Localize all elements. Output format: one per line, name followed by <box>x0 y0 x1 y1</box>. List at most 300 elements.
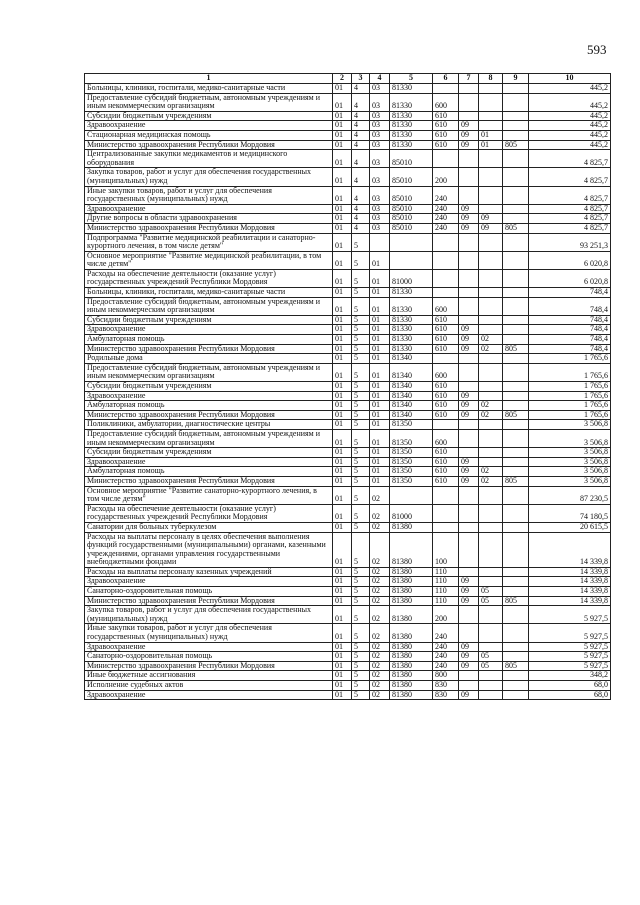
subprogram-code-cell: 5 <box>352 661 370 671</box>
row-name-cell: Предоставление субсидий бюджетным, автономным учреждениям и иным некоммерческим организациям <box>85 363 333 381</box>
direction-code-cell: 81330 <box>390 297 433 315</box>
row-name-cell: Здравоохранение <box>85 204 333 214</box>
expense-type-cell: 610 <box>433 140 459 150</box>
subprogram-code-cell: 5 <box>352 522 370 532</box>
amount-cell: 348,2 <box>529 671 611 681</box>
row-name-cell: Подпрограмма "Развитие медицинской реабилитации и санаторно-курортного лечения, в том числе детям" <box>85 233 333 251</box>
section-cell: 09 <box>459 661 479 671</box>
ministry-code-cell: 805 <box>503 596 529 606</box>
subprogram-code-cell: 5 <box>352 448 370 458</box>
amount-cell: 3 506,8 <box>529 476 611 486</box>
row-name-cell: Санатории для больных туберкулезом <box>85 522 333 532</box>
subprogram-code-cell: 5 <box>352 344 370 354</box>
subsection-cell: 02 <box>479 344 503 354</box>
direction-code-cell: 81330 <box>390 93 433 111</box>
row-name-cell: Централизованные закупки медикаментов и медицинского оборудования <box>85 150 333 168</box>
activity-code-cell: 02 <box>370 661 390 671</box>
section-cell <box>459 84 479 94</box>
subsection-cell: 02 <box>479 335 503 345</box>
activity-code-cell: 02 <box>370 567 390 577</box>
ministry-code-cell <box>503 522 529 532</box>
gp-code-cell: 01 <box>333 486 352 504</box>
subsection-cell <box>479 606 503 624</box>
activity-code-cell: 01 <box>370 335 390 345</box>
subsection-cell: 09 <box>479 214 503 224</box>
table-row <box>85 504 611 522</box>
table-row <box>85 150 611 168</box>
table-row <box>85 587 611 597</box>
subsection-cell <box>479 671 503 681</box>
gp-code-cell: 01 <box>333 681 352 691</box>
direction-code-cell <box>390 251 433 269</box>
direction-code-cell: 85010 <box>390 168 433 186</box>
subprogram-code-cell: 5 <box>352 382 370 392</box>
amount-cell: 4 825,7 <box>529 204 611 214</box>
ministry-code-cell <box>503 111 529 121</box>
row-name-cell: Министерство здравоохранения Республики Мордовия <box>85 476 333 486</box>
subprogram-code-cell: 4 <box>352 168 370 186</box>
subprogram-code-cell: 5 <box>352 532 370 567</box>
subprogram-code-cell: 5 <box>352 596 370 606</box>
row-name-cell: Санаторно-оздоровительная помощь <box>85 652 333 662</box>
ministry-code-cell <box>503 204 529 214</box>
direction-code-cell: 85010 <box>390 223 433 233</box>
table-row <box>85 606 611 624</box>
activity-code-cell: 01 <box>370 457 390 467</box>
direction-code-cell: 85010 <box>390 204 433 214</box>
ministry-code-cell <box>503 532 529 567</box>
activity-code-cell: 01 <box>370 401 390 411</box>
activity-code-cell: 03 <box>370 84 390 94</box>
subsection-cell <box>479 681 503 691</box>
gp-code-cell: 01 <box>333 410 352 420</box>
direction-code-cell: 81340 <box>390 382 433 392</box>
ministry-code-cell <box>503 84 529 94</box>
section-cell <box>459 150 479 168</box>
expense-type-cell <box>433 486 459 504</box>
column-header: 1 <box>85 74 333 84</box>
row-name-cell: Предоставление субсидий бюджетным, автономным учреждениям и иным некоммерческим организациям <box>85 297 333 315</box>
activity-code-cell: 03 <box>370 223 390 233</box>
section-cell <box>459 624 479 642</box>
expense-type-cell: 240 <box>433 661 459 671</box>
activity-code-cell: 01 <box>370 467 390 477</box>
expense-type-cell: 240 <box>433 186 459 204</box>
expense-type-cell: 200 <box>433 168 459 186</box>
subprogram-code-cell: 5 <box>352 233 370 251</box>
gp-code-cell: 01 <box>333 391 352 401</box>
amount-cell: 3 506,8 <box>529 448 611 458</box>
amount-cell: 445,2 <box>529 140 611 150</box>
page-number: 593 <box>587 42 607 57</box>
subprogram-code-cell: 4 <box>352 223 370 233</box>
subprogram-code-cell: 5 <box>352 642 370 652</box>
table-row <box>85 391 611 401</box>
activity-code-cell: 01 <box>370 297 390 315</box>
ministry-code-cell: 805 <box>503 344 529 354</box>
activity-code-cell: 01 <box>370 420 390 430</box>
row-name-cell: Субсидии бюджетным учреждениям <box>85 111 333 121</box>
gp-code-cell: 01 <box>333 577 352 587</box>
amount-cell: 5 927,5 <box>529 652 611 662</box>
table-row <box>85 522 611 532</box>
ministry-code-cell <box>503 382 529 392</box>
table-row <box>85 251 611 269</box>
section-cell <box>459 251 479 269</box>
subprogram-code-cell: 5 <box>352 486 370 504</box>
row-name-cell: Основное мероприятие "Развитие медицинской реабилитации, в том числе детям" <box>85 251 333 269</box>
subsection-cell: 02 <box>479 467 503 477</box>
subsection-cell <box>479 150 503 168</box>
amount-cell: 1 765,6 <box>529 410 611 420</box>
ministry-code-cell <box>503 325 529 335</box>
subsection-cell <box>479 325 503 335</box>
subprogram-code-cell: 5 <box>352 690 370 700</box>
direction-code-cell: 81380 <box>390 577 433 587</box>
ministry-code-cell <box>503 354 529 364</box>
ministry-code-cell <box>503 587 529 597</box>
amount-cell: 748,4 <box>529 335 611 345</box>
direction-code-cell: 85010 <box>390 214 433 224</box>
ministry-code-cell: 805 <box>503 410 529 420</box>
direction-code-cell: 81330 <box>390 344 433 354</box>
direction-code-cell: 81330 <box>390 288 433 298</box>
ministry-code-cell <box>503 251 529 269</box>
ministry-code-cell <box>503 288 529 298</box>
expense-type-cell: 610 <box>433 325 459 335</box>
ministry-code-cell: 805 <box>503 661 529 671</box>
ministry-code-cell <box>503 168 529 186</box>
amount-cell: 1 765,6 <box>529 354 611 364</box>
subprogram-code-cell: 5 <box>352 457 370 467</box>
table-row <box>85 168 611 186</box>
row-name-cell: Родильные дома <box>85 354 333 364</box>
subsection-cell <box>479 363 503 381</box>
gp-code-cell: 01 <box>333 587 352 597</box>
direction-code-cell: 81380 <box>390 587 433 597</box>
activity-code-cell: 01 <box>370 315 390 325</box>
direction-code-cell: 81350 <box>390 420 433 430</box>
activity-code-cell: 01 <box>370 354 390 364</box>
direction-code-cell: 81380 <box>390 690 433 700</box>
table-row <box>85 84 611 94</box>
gp-code-cell: 01 <box>333 652 352 662</box>
ministry-code-cell <box>503 671 529 681</box>
activity-code-cell: 01 <box>370 269 390 287</box>
table-row <box>85 681 611 691</box>
row-name-cell: Расходы на выплаты персоналу казенных учреждений <box>85 567 333 577</box>
direction-code-cell: 81330 <box>390 315 433 325</box>
subprogram-code-cell: 4 <box>352 150 370 168</box>
section-cell: 09 <box>459 652 479 662</box>
row-name-cell: Больницы, клиники, госпитали, медико-санитарные части <box>85 288 333 298</box>
section-cell <box>459 354 479 364</box>
expense-type-cell: 610 <box>433 382 459 392</box>
activity-code-cell: 01 <box>370 429 390 447</box>
direction-code-cell: 81380 <box>390 532 433 567</box>
section-cell: 09 <box>459 577 479 587</box>
amount-cell: 3 506,8 <box>529 429 611 447</box>
subprogram-code-cell: 5 <box>352 429 370 447</box>
row-name-cell: Амбулаторная помощь <box>85 335 333 345</box>
row-name-cell: Субсидии бюджетным учреждениям <box>85 448 333 458</box>
direction-code-cell: 81380 <box>390 567 433 577</box>
ministry-code-cell <box>503 642 529 652</box>
subprogram-code-cell: 4 <box>352 186 370 204</box>
subsection-cell <box>479 354 503 364</box>
expense-type-cell: 240 <box>433 223 459 233</box>
subprogram-code-cell: 4 <box>352 140 370 150</box>
subprogram-code-cell: 5 <box>352 587 370 597</box>
section-cell: 09 <box>459 642 479 652</box>
section-cell <box>459 93 479 111</box>
expense-type-cell: 240 <box>433 204 459 214</box>
ministry-code-cell <box>503 233 529 251</box>
ministry-code-cell <box>503 624 529 642</box>
table-row <box>85 652 611 662</box>
row-name-cell: Исполнение судебных актов <box>85 681 333 691</box>
row-name-cell: Министерство здравоохранения Республики Мордовия <box>85 596 333 606</box>
row-name-cell: Расходы на обеспечение деятельности (оказание услуг) государственных учреждений Республики Мордовия <box>85 504 333 522</box>
expense-type-cell: 600 <box>433 93 459 111</box>
table-row <box>85 354 611 364</box>
activity-code-cell: 02 <box>370 577 390 587</box>
gp-code-cell: 01 <box>333 84 352 94</box>
activity-code-cell: 02 <box>370 671 390 681</box>
section-cell: 09 <box>459 204 479 214</box>
amount-cell: 3 506,8 <box>529 420 611 430</box>
table-row <box>85 457 611 467</box>
section-cell <box>459 297 479 315</box>
subprogram-code-cell: 5 <box>352 410 370 420</box>
activity-code-cell: 03 <box>370 130 390 140</box>
ministry-code-cell <box>503 577 529 587</box>
subsection-cell <box>479 522 503 532</box>
row-name-cell: Здравоохранение <box>85 391 333 401</box>
amount-cell: 5 927,5 <box>529 642 611 652</box>
direction-code-cell: 81380 <box>390 624 433 642</box>
ministry-code-cell <box>503 121 529 131</box>
row-name-cell: Предоставление субсидий бюджетным, автономным учреждениям и иным некоммерческим организациям <box>85 93 333 111</box>
row-name-cell: Субсидии бюджетным учреждениям <box>85 382 333 392</box>
activity-code-cell: 01 <box>370 410 390 420</box>
section-cell <box>459 429 479 447</box>
section-cell <box>459 504 479 522</box>
gp-code-cell: 01 <box>333 504 352 522</box>
section-cell: 09 <box>459 410 479 420</box>
expense-type-cell: 110 <box>433 587 459 597</box>
activity-code-cell: 03 <box>370 186 390 204</box>
expense-type-cell: 240 <box>433 652 459 662</box>
ministry-code-cell <box>503 214 529 224</box>
subprogram-code-cell: 5 <box>352 401 370 411</box>
expense-type-cell: 240 <box>433 642 459 652</box>
section-cell <box>459 681 479 691</box>
section-cell <box>459 168 479 186</box>
subprogram-code-cell: 4 <box>352 214 370 224</box>
activity-code-cell: 02 <box>370 690 390 700</box>
column-header: 3 <box>352 74 370 84</box>
column-header: 5 <box>390 74 433 84</box>
amount-cell: 14 339,8 <box>529 587 611 597</box>
ministry-code-cell <box>503 681 529 691</box>
activity-code-cell: 02 <box>370 596 390 606</box>
row-name-cell: Основное мероприятие "Развитие санаторно-курортного лечения, в том числе детям" <box>85 486 333 504</box>
subprogram-code-cell: 5 <box>352 606 370 624</box>
activity-code-cell: 02 <box>370 504 390 522</box>
table-header-row <box>85 74 611 84</box>
table-row <box>85 642 611 652</box>
row-name-cell: Амбулаторная помощь <box>85 467 333 477</box>
section-cell: 09 <box>459 121 479 131</box>
subsection-cell <box>479 420 503 430</box>
expense-type-cell: 610 <box>433 344 459 354</box>
section-cell <box>459 532 479 567</box>
activity-code-cell: 02 <box>370 652 390 662</box>
expense-type-cell: 600 <box>433 363 459 381</box>
direction-code-cell: 81380 <box>390 661 433 671</box>
row-name-cell: Поликлиники, амбулатории, диагностические центры <box>85 420 333 430</box>
subprogram-code-cell: 5 <box>352 567 370 577</box>
row-name-cell: Иные закупки товаров, работ и услуг для обеспечения государственных (муниципальных) нужд <box>85 186 333 204</box>
amount-cell: 5 927,5 <box>529 661 611 671</box>
activity-code-cell: 03 <box>370 150 390 168</box>
subsection-cell <box>479 251 503 269</box>
amount-cell: 4 825,7 <box>529 168 611 186</box>
row-name-cell: Здравоохранение <box>85 577 333 587</box>
subprogram-code-cell: 5 <box>352 476 370 486</box>
row-name-cell: Иные закупки товаров, работ и услуг для обеспечения государственных (муниципальных) нужд <box>85 624 333 642</box>
activity-code-cell: 01 <box>370 288 390 298</box>
subsection-cell: 02 <box>479 401 503 411</box>
ministry-code-cell: 805 <box>503 223 529 233</box>
gp-code-cell: 01 <box>333 532 352 567</box>
section-cell <box>459 486 479 504</box>
activity-code-cell: 02 <box>370 606 390 624</box>
row-name-cell: Расходы на выплаты персоналу в целях обеспечения выполнения функций государственными (муниципальными) органами, казенными учреждениями, органами управления государственными внебюджетными фондами <box>85 532 333 567</box>
row-name-cell: Министерство здравоохранения Республики Мордовия <box>85 140 333 150</box>
direction-code-cell: 81380 <box>390 681 433 691</box>
gp-code-cell: 01 <box>333 457 352 467</box>
row-name-cell: Санаторно-оздоровительная помощь <box>85 587 333 597</box>
subprogram-code-cell: 5 <box>352 624 370 642</box>
amount-cell: 14 339,8 <box>529 577 611 587</box>
amount-cell: 5 927,5 <box>529 624 611 642</box>
expense-type-cell: 240 <box>433 214 459 224</box>
direction-code-cell: 81380 <box>390 652 433 662</box>
table-row <box>85 467 611 477</box>
section-cell <box>459 522 479 532</box>
gp-code-cell: 01 <box>333 251 352 269</box>
row-name-cell: Больницы, клиники, госпитали, медико-санитарные части <box>85 84 333 94</box>
section-cell: 09 <box>459 223 479 233</box>
expense-type-cell: 800 <box>433 671 459 681</box>
section-cell: 09 <box>459 130 479 140</box>
ministry-code-cell <box>503 130 529 140</box>
section-cell <box>459 233 479 251</box>
activity-code-cell: 02 <box>370 681 390 691</box>
table-row <box>85 344 611 354</box>
section-cell <box>459 382 479 392</box>
gp-code-cell: 01 <box>333 93 352 111</box>
subsection-cell <box>479 642 503 652</box>
amount-cell: 68,0 <box>529 690 611 700</box>
ministry-code-cell <box>503 448 529 458</box>
subsection-cell <box>479 486 503 504</box>
subsection-cell <box>479 624 503 642</box>
table-row <box>85 297 611 315</box>
activity-code-cell: 03 <box>370 93 390 111</box>
table-row <box>85 567 611 577</box>
amount-cell: 445,2 <box>529 121 611 131</box>
amount-cell: 445,2 <box>529 130 611 140</box>
expense-type-cell: 240 <box>433 624 459 642</box>
amount-cell: 3 506,8 <box>529 467 611 477</box>
table-row <box>85 577 611 587</box>
amount-cell: 4 825,7 <box>529 223 611 233</box>
section-cell: 09 <box>459 690 479 700</box>
subprogram-code-cell: 4 <box>352 84 370 94</box>
amount-cell: 1 765,6 <box>529 363 611 381</box>
activity-code-cell: 02 <box>370 587 390 597</box>
ministry-code-cell <box>503 467 529 477</box>
direction-code-cell: 81380 <box>390 596 433 606</box>
expense-type-cell: 610 <box>433 476 459 486</box>
column-header: 8 <box>479 74 503 84</box>
direction-code-cell <box>390 233 433 251</box>
direction-code-cell: 81330 <box>390 335 433 345</box>
ministry-code-cell <box>503 420 529 430</box>
direction-code-cell: 81380 <box>390 642 433 652</box>
subsection-cell: 09 <box>479 223 503 233</box>
section-cell: 09 <box>459 457 479 467</box>
direction-code-cell: 85010 <box>390 150 433 168</box>
expense-type-cell: 110 <box>433 567 459 577</box>
subsection-cell: 01 <box>479 140 503 150</box>
amount-cell: 5 927,5 <box>529 606 611 624</box>
subprogram-code-cell: 4 <box>352 111 370 121</box>
amount-cell: 445,2 <box>529 84 611 94</box>
subsection-cell: 01 <box>479 130 503 140</box>
table-row <box>85 335 611 345</box>
direction-code-cell: 81350 <box>390 448 433 458</box>
direction-code-cell: 81350 <box>390 429 433 447</box>
amount-cell: 445,2 <box>529 111 611 121</box>
column-header: 4 <box>370 74 390 84</box>
expense-type-cell <box>433 288 459 298</box>
activity-code-cell: 03 <box>370 111 390 121</box>
gp-code-cell: 01 <box>333 269 352 287</box>
expense-type-cell: 610 <box>433 467 459 477</box>
gp-code-cell: 01 <box>333 522 352 532</box>
subprogram-code-cell: 5 <box>352 671 370 681</box>
subsection-cell <box>479 168 503 186</box>
amount-cell: 6 020,8 <box>529 269 611 287</box>
subprogram-code-cell: 4 <box>352 204 370 214</box>
subprogram-code-cell: 5 <box>352 315 370 325</box>
direction-code-cell: 81330 <box>390 325 433 335</box>
activity-code-cell: 01 <box>370 251 390 269</box>
subsection-cell <box>479 297 503 315</box>
expense-type-cell: 610 <box>433 448 459 458</box>
gp-code-cell: 01 <box>333 204 352 214</box>
subprogram-code-cell: 5 <box>352 354 370 364</box>
ministry-code-cell <box>503 606 529 624</box>
ministry-code-cell: 805 <box>503 476 529 486</box>
subprogram-code-cell: 5 <box>352 467 370 477</box>
table-row <box>85 315 611 325</box>
subprogram-code-cell: 5 <box>352 363 370 381</box>
